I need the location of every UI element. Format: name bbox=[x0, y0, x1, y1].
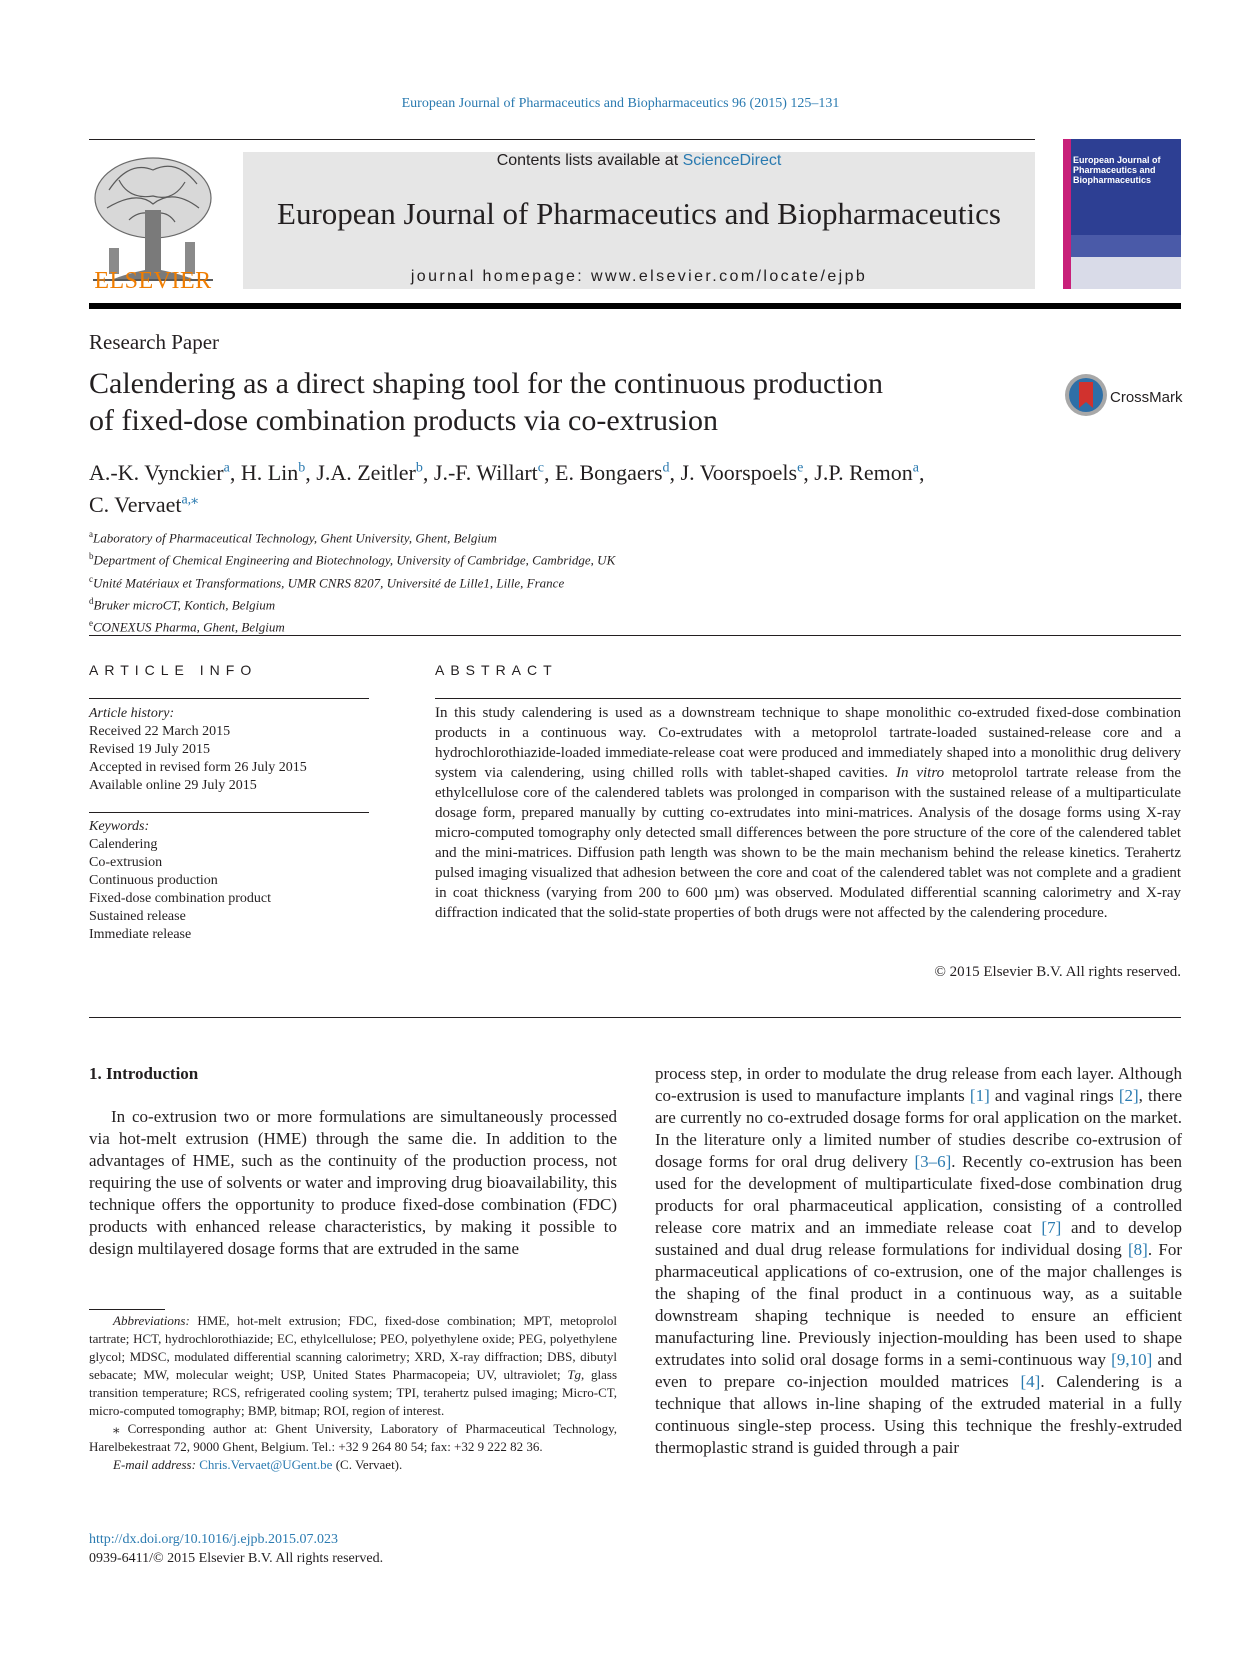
keyword-item: Continuous production bbox=[89, 873, 218, 888]
author-4[interactable]: J.-F. Willart$^c$ bbox=[433, 460, 544, 486]
keywords-label: Keywords: bbox=[89, 819, 150, 834]
affiliations bbox=[89, 525, 989, 637]
elsevier-wordmark: ELSEVIER bbox=[94, 268, 212, 294]
affiliation-c: $^c$Unité Matériaux et Transformations, UMR CNRS 8207, Université de Lille1, Lille, France bbox=[89, 573, 565, 590]
abbreviations-footnote: Abbreviations: HME, hot-melt extrusion; FDC, fixed-dose combination; MPT, metoprolol tartrate; HCT, hydrochlorothiazide; EC, ethylcellulose; PEO, polyethylene oxide; PEG, polyethylene glycol; MDSC, modulated differential scanning calorimetry; XRD, X-ray diffraction; DBS, dibutyl sebacate; MW, molecular weight; USP, United States Pharmacopeia; UV, ultraviolet; Tg, glass transition temperature; RCS, refrigerated cooling system; TPI, terahertz pulsed imaging; Micro-CT, micro-computed tomography; BMP, bitmap; ROI, region of interest. bbox=[89, 1313, 618, 1418]
article-history bbox=[89, 705, 369, 795]
sciencedirect-link[interactable]: ScienceDirect bbox=[682, 152, 782, 169]
author-list: A.-K. Vynckier$^a$, H. Lin$^b$, J.A. Zeitler$^b$, J.-F. Willart$^c$, E. Bongaers$^d$, J. Voorspoels$^e$, J.P. Remon$^a$, C. Vervaet$^{a,⁎}$ bbox=[89, 460, 925, 517]
article-title-line-2: of fixed-dose combination products via co-extrusion bbox=[89, 404, 719, 437]
abstract-copyright: © 2015 Elsevier B.V. All rights reserved. bbox=[934, 964, 1181, 980]
keyword-item: Sustained release bbox=[89, 909, 186, 924]
abstract-rule bbox=[435, 698, 1181, 699]
section-rule bbox=[89, 635, 1181, 636]
article-info-rule bbox=[89, 698, 369, 699]
citation-link[interactable]: [9,10] bbox=[1111, 1350, 1153, 1369]
affiliation-a: $^a$Laboratory of Pharmaceutical Technology, Ghent University, Ghent, Belgium bbox=[89, 529, 497, 546]
keyword-item: Co-extrusion bbox=[89, 855, 163, 870]
history-online: Available online 29 July 2015 bbox=[89, 778, 257, 793]
history-accepted: Accepted in revised form 26 July 2015 bbox=[89, 760, 307, 775]
cover-footer bbox=[1071, 257, 1181, 289]
article-title bbox=[89, 365, 1009, 439]
doi-link[interactable]: http://dx.doi.org/10.1016/j.ejpb.2015.07.023 bbox=[89, 1532, 339, 1547]
section-heading-introduction: 1. Introduction bbox=[89, 1064, 199, 1083]
author-8[interactable]: C. Vervaet$^{a,⁎}$ bbox=[89, 491, 199, 517]
crossmark-label[interactable]: CrossMark bbox=[1110, 389, 1183, 406]
affiliation-d: $^d$Bruker microCT, Kontich, Belgium bbox=[89, 595, 276, 613]
keyword-item: Calendering bbox=[89, 837, 158, 852]
citation-link[interactable]: [8] bbox=[1128, 1240, 1148, 1259]
contents-line bbox=[243, 152, 1035, 170]
citation-link[interactable]: [1] bbox=[969, 1086, 990, 1105]
header-rule bbox=[89, 139, 1035, 140]
keyword-item: Immediate release bbox=[89, 927, 192, 942]
journal-citation-link[interactable]: European Journal of Pharmaceutics and Biopharmaceutics 96 (2015) 125–131 bbox=[401, 96, 840, 111]
author-6[interactable]: J. Voorspoels$^e$ bbox=[680, 460, 804, 486]
history-revised: Revised 19 July 2015 bbox=[89, 742, 210, 757]
article-info-heading: ARTICLE INFO bbox=[89, 662, 258, 678]
affiliation-e: $^e$CONEXUS Pharma, Ghent, Belgium bbox=[89, 618, 285, 635]
abstract-text: In this study calendering is used as a downstream technique to shape monolithic co-extruded fixed-dose combination products in a continuous way. Co-extrudates with a metoprolol tartrate-loaded sustained-release core and a hydrochlorothiazide-loaded immediate-release coat were produced and immediately shaped into a monolithic drug delivery system via calendering, using chilled rolls with tablet-shaped cavities. In vitro metoprolol tartrate release from the ethylcellulose core of the calendered tablets was prolonged in comparison with the sustained release of a multiparticulate dosage form, prepared manually by cutting co-extrudates into mini-matrices. Analysis of the dosage forms using X-ray micro-computed tomography only detected small differences between the pore structure of the core of the calendered tablet and the mini-matrices. Diffusion path length was shown to be the main mechanism behind the release kinetics. Terahertz pulsed imaging visualized that adhesion between the core and coat of the calendered tablet was not complete and a gradient in coat thickness (varying from 200 to 600 µm) was observed. Modulated differential scanning calorimetry and X-ray diffraction indicated that the solid-state properties of both drugs were not affected by the calendering procedure. bbox=[435, 705, 1182, 921]
article-title-line-1: Calendering as a direct shaping tool for the continuous production bbox=[89, 367, 883, 400]
intro-paragraph-left: In co-extrusion two or more formulations are simultaneously processed via hot-melt extrusion (HME) through the same die. In addition to the advantages of HME, such as the continuity of the production process, not requiring the use of solvents or water and improving drug bioavailability, this technique offers the opportunity to produce fixed-dose combination (FDC) products with enhanced release characteristics, by making it possible to design multilayered dosage forms that are extruded in the same bbox=[89, 1107, 617, 1258]
cover-band bbox=[1063, 139, 1181, 235]
issn-copyright: 0939-6411/© 2015 Elsevier B.V. All rights reserved. bbox=[89, 1551, 384, 1566]
affiliation-b: $^b$Department of Chemical Engineering and Biotechnology, University of Cambridge, Cambridge, UK bbox=[89, 551, 616, 568]
header-thick-rule bbox=[89, 303, 1181, 309]
author-3[interactable]: J.A. Zeitler$^b$ bbox=[316, 460, 423, 486]
citation-link[interactable]: [4] bbox=[1020, 1372, 1041, 1391]
cover-title: European Journal of Pharmaceutics and Biopharmaceutics bbox=[1073, 155, 1161, 185]
corresponding-author-footnote: ⁎ Corresponding author at: Ghent University, Laboratory of Pharmaceutical Technology, Harelbekestraat 72, 9000 Ghent, Belgium. Tel.: +32 9 264 80 54; fax: +32 9 222 82 36. bbox=[89, 1421, 617, 1454]
keyword-item: Fixed-dose combination product bbox=[89, 891, 271, 906]
journal-homepage[interactable]: journal homepage: www.elsevier.com/locate/ejpb bbox=[410, 268, 868, 285]
journal-cover-thumbnail[interactable] bbox=[1063, 139, 1181, 289]
history-received: Received 22 March 2015 bbox=[89, 724, 231, 739]
body-rule bbox=[89, 1017, 1181, 1018]
keywords-rule bbox=[89, 812, 369, 813]
author-1[interactable]: A.-K. Vynckier$^a$ bbox=[89, 460, 230, 486]
intro-paragraph-right: process step, in order to modulate the drug release from each layer. Although co-extrusion is used to manufacture implants [1] and vaginal rings [2], there are currently no co-extruded dosage forms for oral application on the market. In the literature only a limited number of studies describe co-extrusion of dosage forms for oral drug delivery [3–6]. Recently co-extrusion has been used for the development of multiparticulate fixed-dose combination drug products for oral pharmaceutical application, consisting of a controlled release core matrix and an immediate release coat [7] and to develop sustained and dual drug release formulations for individual dosing [8]. For pharmaceutical applications of co-extrusion, one of the major challenges is the shaping of the final product in a continuous way, as a suitable downstream shaping technique is needed to ensure an efficient manufacturing line. Previously injection-moulding has been used to shape extrudates into solid oral dosage forms in a semi-continuous way [9,10] and even to prepare co-injection moulded matrices [4]. Calendering is a technique that allows in-line shaping of the extruded material in a fully continuous single-step process. Using this technique the freshly-extruded thermoplastic strand is guided through a pair bbox=[655, 1064, 1182, 1457]
keywords bbox=[89, 818, 369, 944]
email-footnote: E-mail address: Chris.Vervaet@UGent.be (C. Vervaet). bbox=[113, 1457, 403, 1472]
cover-stripe bbox=[1063, 139, 1071, 289]
footnote-rule bbox=[89, 1309, 165, 1310]
citation-link[interactable]: [2] bbox=[1118, 1086, 1139, 1105]
article-type: Research Paper bbox=[89, 330, 220, 354]
author-2[interactable]: H. Lin$^b$ bbox=[240, 460, 306, 486]
contents-prefix: Contents lists available at bbox=[496, 152, 683, 169]
author-7[interactable]: J.P. Remon$^a$ bbox=[814, 460, 919, 486]
footnotes bbox=[89, 1312, 617, 1474]
author-5[interactable]: E. Bongaers$^d$ bbox=[555, 460, 670, 486]
citation-link[interactable]: [7] bbox=[1041, 1218, 1062, 1237]
history-label: Article history: bbox=[89, 706, 175, 721]
abstract-heading: ABSTRACT bbox=[435, 662, 558, 678]
journal-title: European Journal of Pharmaceutics and Biopharmaceutics bbox=[277, 196, 1001, 231]
citation-link[interactable]: [3–6] bbox=[914, 1152, 952, 1171]
email-link[interactable]: Chris.Vervaet@UGent.be bbox=[199, 1457, 333, 1472]
